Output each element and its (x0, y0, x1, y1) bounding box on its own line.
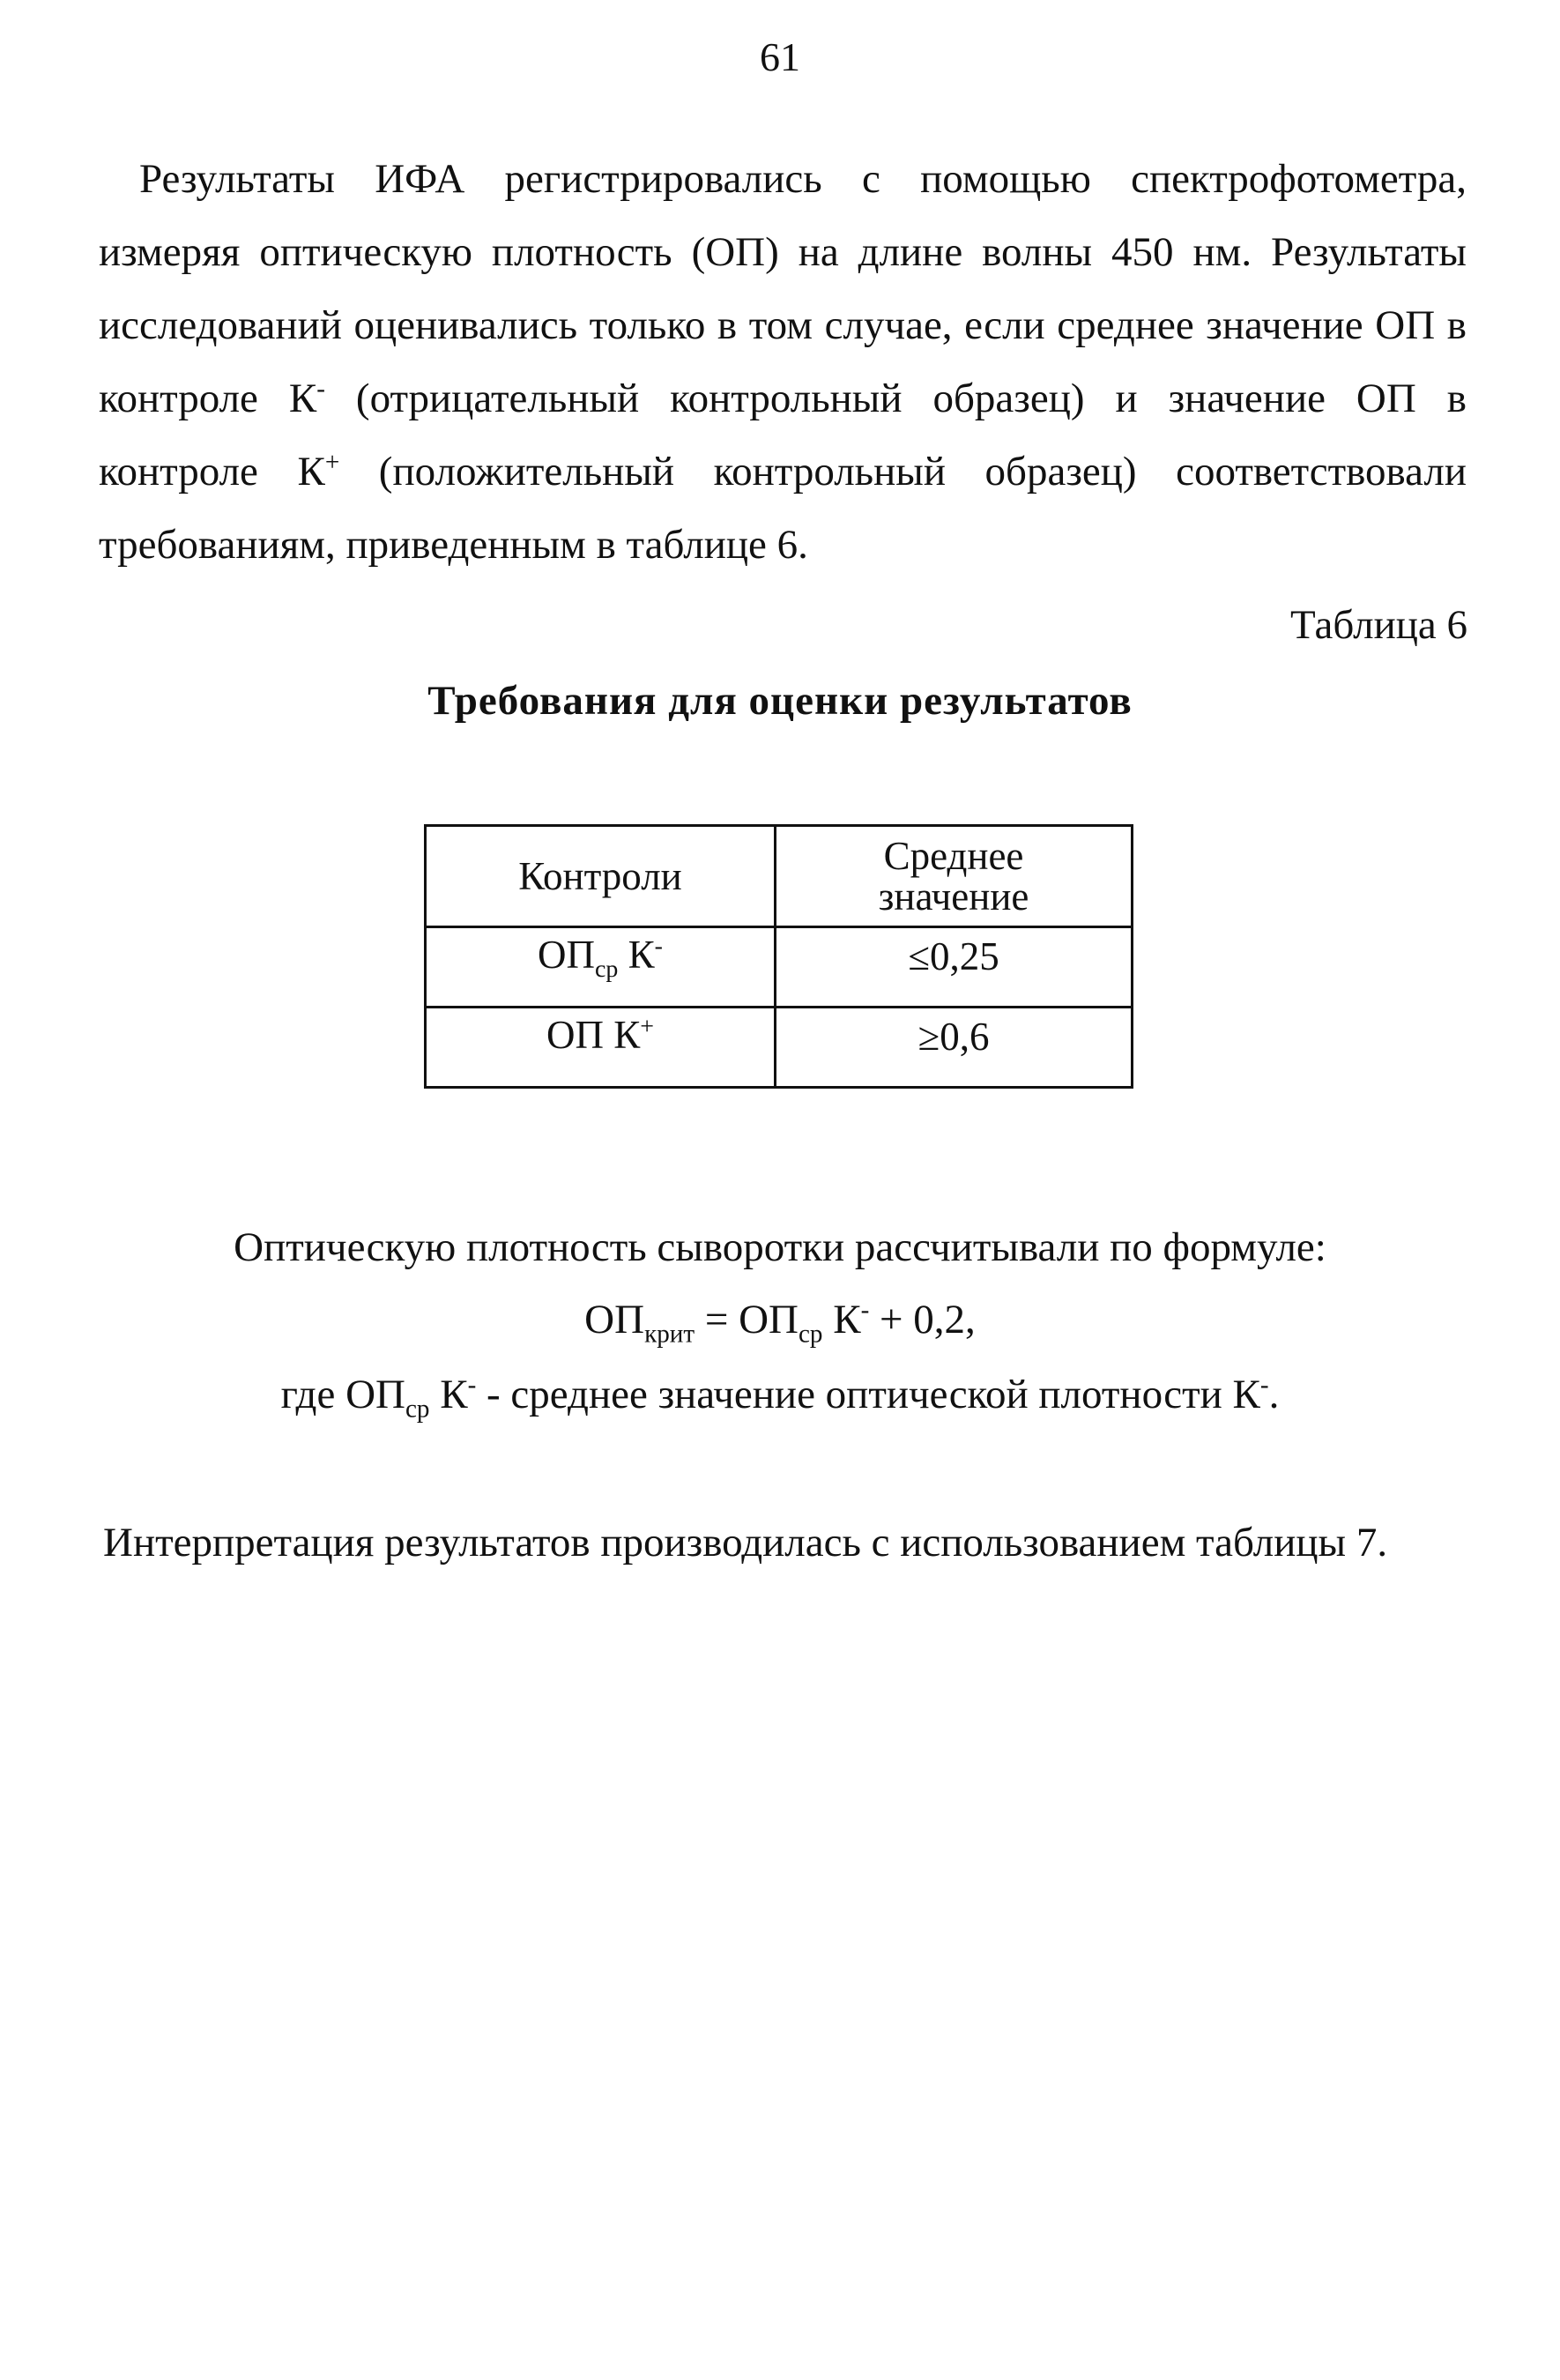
control-subscript: ср (595, 956, 619, 983)
formula-lhs: ОП (584, 1297, 645, 1342)
formula-lhs-subscript: крит (644, 1320, 695, 1349)
legend-end: . (1268, 1372, 1280, 1417)
formula-intro: Оптическую плотность сыворотки рассчитывали по формуле: (234, 1224, 1326, 1270)
header-mean-line-1: Среднее (883, 834, 1024, 878)
minus-superscript: - (316, 375, 325, 404)
table-row (426, 1008, 1133, 1088)
table-row (426, 927, 1133, 1008)
formula-rhs-tail: + 0,2, (869, 1297, 976, 1342)
header-mean-line-2: значение (878, 874, 1029, 919)
header-controls: Контроли (426, 826, 776, 927)
control-label-negative (426, 927, 776, 1008)
table-title: Требования для оценки результатов (427, 678, 1133, 724)
control-k: К (604, 1013, 641, 1057)
paragraph-text-part-3: (положительный контрольный образец) соответствовали требованиям, приведенным в таблице 6. (99, 449, 1467, 568)
interpretation-text: Интерпретация результатов производилась с использованием таблицы 7. (103, 1520, 1388, 1566)
intro-paragraph (99, 143, 1467, 582)
formula-rhs-k: К (822, 1297, 861, 1342)
legend-k: К (429, 1372, 468, 1417)
legend-subscript: ср (405, 1395, 430, 1424)
formula (0, 1296, 1560, 1349)
paragraph-text-part-2: (отрицательный контрольный образец) и значение ОП в контроле К (99, 376, 1467, 495)
table-label: Таблица 6 (1289, 602, 1467, 648)
legend-superscript: - (467, 1371, 477, 1400)
table-header-row (426, 826, 1133, 927)
formula-equals: = ОП (695, 1297, 799, 1342)
formula-rhs-subscript: ср (798, 1320, 823, 1349)
control-base: ОП (546, 1013, 604, 1057)
header-mean-value (776, 826, 1133, 927)
control-superscript: - (654, 933, 663, 960)
control-base: ОП (538, 933, 596, 977)
plus-superscript: + (324, 448, 340, 477)
control-label-positive (426, 1008, 776, 1088)
control-k: К (618, 933, 655, 977)
legend-prefix: где ОП (280, 1372, 405, 1417)
legend-superscript-2: - (1259, 1371, 1269, 1400)
control-value-negative: ≤0,25 (776, 927, 1133, 1008)
requirements-table (424, 824, 1133, 1089)
page-number: 61 (760, 34, 800, 79)
paragraph-text-part-1: Результаты ИФА регистрировались с помощью спектрофотометра, измеряя оптическую плотность (ОП) на длине волны 450 нм. Результаты исследований оценивались только в том случае, если среднее значение ОП в контроле К (99, 156, 1467, 421)
control-superscript: + (640, 1013, 654, 1040)
formula-rhs-superscript: - (860, 1296, 870, 1325)
legend-text: - среднее значение оптической плотности К (476, 1372, 1260, 1417)
formula-legend (0, 1371, 1560, 1424)
control-value-positive: ≥0,6 (776, 1008, 1133, 1088)
